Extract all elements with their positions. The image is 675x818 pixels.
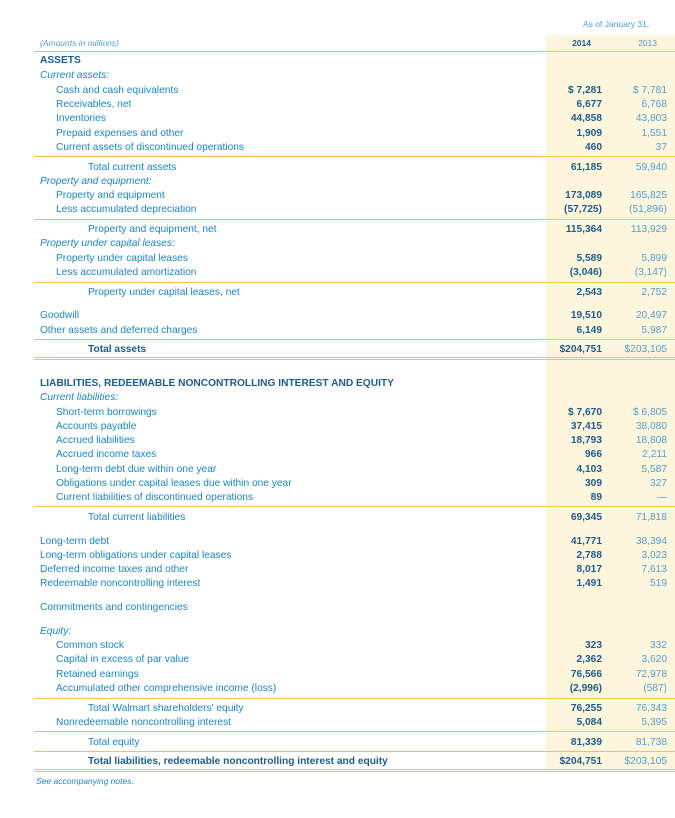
value-2014: 37,415 [570,421,602,432]
value-2013: 519 [650,578,667,589]
header-as-of-row [0,17,675,31]
value-2014: 44,858 [570,113,602,124]
value-2014: 173,089 [565,190,602,201]
value-2014: 323 [585,640,602,651]
value-2013: 5,587 [641,464,667,475]
table-row [0,266,675,280]
row-label: Obligations under capital leases due within one year [56,478,292,489]
value-2013: $203,105 [624,756,667,767]
value-2014: (3,046) [569,267,602,278]
value-2014: 18,793 [570,435,602,446]
value-2013: 81,738 [635,737,667,748]
value-2014: 5,084 [576,717,602,728]
table-row [0,549,675,563]
row-label: Goodwill [40,310,80,321]
rule [34,698,675,699]
footer-note: See accompanying notes. [36,776,134,786]
table-row [0,141,675,155]
table-row [0,563,675,577]
row-label: Property and equipment, net [88,224,217,235]
table-row [0,653,675,667]
value-2014: 6,149 [576,325,602,336]
value-2013: $203,105 [624,344,667,355]
rule [34,731,675,732]
rule [34,751,675,752]
table-row [0,577,675,591]
current-liabilities-label-row [0,391,675,405]
value-2013: 76,343 [635,703,667,714]
value-2013: 113,929 [630,224,667,235]
commitments-row [0,601,675,615]
value-2013: 38,394 [635,536,667,547]
value-2014: 4,103 [576,464,602,475]
row-label: Prepaid expenses and other [56,128,184,139]
row-label: Current assets of discontinued operations [56,142,245,153]
row-label: Long-term obligations under capital leases [40,550,232,561]
value-2013: 3,023 [641,550,667,561]
row-label: Accrued income taxes [56,449,157,460]
row-label: Capital in excess of par value [56,654,190,665]
row-label: Current liabilities of discontinued operations [56,492,254,503]
row-label: Cash and cash equivalents [56,85,179,96]
row-label: Total liabilities, redeemable noncontrolling interest and equity [88,756,388,767]
value-2014: 69,345 [570,512,602,523]
row-label: Property under capital leases [56,253,188,264]
value-2013: 332 [650,640,667,651]
liabilities-title-row [0,377,675,391]
table-row [0,491,675,505]
table-row [0,127,675,141]
value-2014: (2,996) [569,683,602,694]
row-label: Common stock [56,640,124,651]
nonredeemable-row [0,716,675,730]
table-row [0,406,675,420]
value-2014: 460 [585,142,602,153]
value-2014: 6,677 [576,99,602,110]
equity-label: Equity: [40,626,72,637]
value-2014: 61,185 [570,162,602,173]
value-2014: 5,589 [576,253,602,264]
value-2014: 966 [585,449,602,460]
row-label: Receivables, net [56,99,132,110]
row-label: Accounts payable [56,421,137,432]
ppe-label-row [0,175,675,189]
table-row [0,420,675,434]
double-rule-bottom [34,771,675,772]
rule [34,219,675,220]
value-2014: 1,909 [576,128,602,139]
row-label: Total equity [88,737,140,748]
row-label: Total Walmart shareholders' equity [88,703,244,714]
table-row [0,477,675,491]
row-label: Accumulated other comprehensive income (loss) [56,683,277,694]
value-2014: 309 [585,478,602,489]
value-2013: 2,752 [641,287,667,298]
total-current-assets-row [0,161,675,175]
value-2014: 2,543 [576,287,602,298]
header-rule [34,51,675,52]
assets-title-row [0,54,675,68]
value-2014: $204,751 [559,756,602,767]
value-2013: 165,825 [630,190,667,201]
total-equity-row [0,736,675,750]
value-2014: $ 7,281 [568,85,602,96]
value-2013: (587) [643,683,667,694]
rule [34,282,675,283]
row-label: Inventories [56,113,106,124]
value-2014: 41,771 [570,536,602,547]
value-2013: $ 7,781 [633,85,667,96]
double-rule-top [34,357,675,358]
value-2014: 19,510 [570,310,602,321]
value-2014: 2,788 [576,550,602,561]
value-2013: 1,551 [641,128,667,139]
value-2013: 59,940 [635,162,667,173]
value-2014: 115,364 [565,224,602,235]
row-label: Deferred income taxes and other [40,564,189,575]
table-row [0,463,675,477]
table-row [0,434,675,448]
value-2013: 6,768 [641,99,667,110]
row-label: Total current liabilities [88,512,186,523]
total-assets-row [0,343,675,357]
rule [34,339,675,340]
row-label: Other assets and deferred charges [40,325,198,336]
value-2013: 20,497 [635,310,667,321]
value-2013: 72,978 [635,669,667,680]
current-liabilities-label: Current liabilities: [40,392,119,403]
current-assets-label-row [0,69,675,83]
value-2014: (57,725) [564,204,602,215]
equity-label-row [0,625,675,639]
value-2013: 38,080 [635,421,667,432]
rule [34,156,675,157]
value-2014: $204,751 [559,344,602,355]
value-2013: (51,896) [629,204,667,215]
value-2013: — [656,492,667,503]
year-current: 2014 [572,38,591,48]
value-2013: (3,147) [634,267,667,278]
row-label: Accrued liabilities [56,435,135,446]
double-rule-top [34,769,675,770]
table-row [0,112,675,126]
row-label: Total current assets [88,162,177,173]
row-label: Less accumulated depreciation [56,204,197,215]
value-2013: 327 [650,478,667,489]
row-label: Short-term borrowings [56,407,157,418]
row-label: Nonredeemable noncontrolling interest [56,717,231,728]
value-2013: 18,808 [635,435,667,446]
value-2013: 37 [655,142,667,153]
row-label: Retained earnings [56,669,139,680]
value-2013: 71,818 [635,512,667,523]
table-row [0,535,675,549]
row-label: Property under capital leases, net [88,287,240,298]
amounts-note: (Amounts in millions) [40,38,119,48]
assets-title: ASSETS [40,55,81,66]
value-2014: 76,255 [570,703,602,714]
value-2013: 5,899 [641,253,667,264]
table-row [0,189,675,203]
value-2013: 3,620 [641,654,667,665]
value-2013: 7,613 [641,564,667,575]
value-2013: $ 6,805 [633,407,667,418]
ppe-label: Property and equipment: [40,176,152,187]
double-rule-bottom [34,359,675,360]
table-row [0,448,675,462]
table-row [0,98,675,112]
value-2013: 2,211 [642,449,667,460]
rule [34,506,675,507]
footer-row [0,774,675,788]
value-2013: 43,803 [635,113,667,124]
table-row [0,324,675,338]
table-row [0,84,675,98]
total-walmart-equity-row [0,702,675,716]
value-2013: 5,395 [641,717,667,728]
total-current-liabilities-row [0,511,675,525]
row-label: Redeemable noncontrolling interest [40,578,201,589]
table-row [0,309,675,323]
liabilities-title: LIABILITIES, REDEEMABLE NONCONTROLLING INTEREST AND EQUITY [40,378,394,389]
commitments-label: Commitments and contingencies [40,602,188,613]
capital-label: Property under capital leases: [40,238,175,249]
current-assets-label: Current assets: [40,70,110,81]
year-prior: 2013 [638,38,657,48]
table-row [0,682,675,696]
row-label: Total assets [88,344,147,355]
capital-net-row [0,286,675,300]
row-label: Long-term debt [40,536,110,547]
row-label: Property and equipment [56,190,165,201]
row-label: Long-term debt due within one year [56,464,217,475]
value-2014: $ 7,670 [568,407,602,418]
value-2013: 5,987 [641,325,667,336]
capital-label-row [0,237,675,251]
table-row [0,252,675,266]
row-label: Less accumulated amortization [56,267,197,278]
value-2014: 1,491 [576,578,602,589]
table-row [0,203,675,217]
value-2014: 2,362 [576,654,602,665]
ppe-net-row [0,223,675,237]
table-row [0,639,675,653]
table-row [0,668,675,682]
value-2014: 89 [590,492,602,503]
as-of-label: As of January 31, [583,19,650,29]
value-2014: 81,339 [570,737,602,748]
value-2014: 76,566 [570,669,602,680]
value-2014: 8,017 [576,564,602,575]
header-years-row [0,36,675,50]
total-liabilities-equity-row [0,755,675,769]
